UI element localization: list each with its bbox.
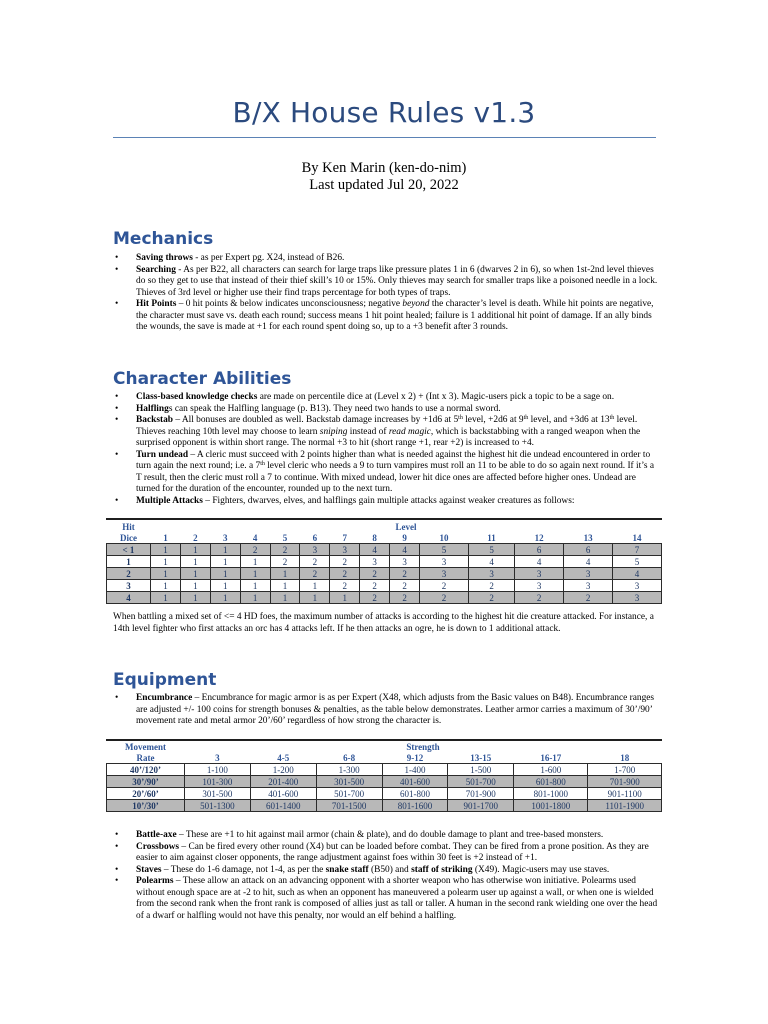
encumbrance-cell: 401-600 (382, 776, 448, 788)
list-item: • Class-based knowledge checks are made on percentile dice at (Level x 2) + (Int x 3). Magic-users pick a topic to be a sage on. (115, 392, 615, 402)
attacks-cell: 4 (564, 556, 613, 568)
attacks-cell: 1 (151, 568, 181, 580)
hit-dice-cell: 4 (107, 592, 151, 604)
hit-dice-cell: < 1 (107, 544, 151, 556)
level-header: 5 (282, 532, 288, 543)
encumbrance-cell: 501-1300 (185, 800, 251, 812)
encumbrance-cell: 901-1100 (588, 788, 662, 800)
attacks-cell: 4 (613, 568, 662, 580)
mechanics-list (113, 253, 658, 334)
attacks-cell: 2 (468, 592, 514, 604)
attacks-cell: 2 (330, 556, 360, 568)
attacks-cell: 2 (468, 580, 514, 592)
attacks-cell: 2 (330, 580, 360, 592)
attacks-cell: 3 (420, 568, 469, 580)
encumbrance-list (113, 693, 658, 728)
hit-dice-cell: 3 (107, 580, 151, 592)
level-header: 13 (583, 532, 593, 543)
attacks-cell: 4 (468, 556, 514, 568)
list-item: • Encumbrance – Encumbrance for magic armor is as per Expert (X48, which adjusts from the Basic values on B48). Encumbrance ranges are adjusted +/- 100 coins for strength bonuses & penalties, as the table below demonstrates. Leather armor carries a maximum of 30’/90’ movement rate and metal armor 20’/60’ regardless of how strong the character is. (115, 693, 655, 726)
mechanics-heading: Mechanics (113, 229, 214, 249)
attacks-cell: 2 (420, 592, 469, 604)
level-header: 9 (402, 532, 407, 543)
abilities-heading: Character Abilities (113, 369, 292, 389)
encumbrance-cell: 701-900 (448, 788, 514, 800)
encumbrance-cell: 501-700 (448, 776, 514, 788)
attacks-cell: 3 (564, 568, 613, 580)
encumbrance-cell: 1-600 (514, 764, 588, 776)
list-item: • Crossbows – Can be fired every other round (X4) but can be loaded before combat. They can be fired from a prone position. As they are easier to aim against closer opponents, the range adjustment against foes within 30 feet is +2 instead of +1. (115, 841, 649, 863)
attacks-cell: 6 (564, 544, 613, 556)
attacks-cell: 2 (360, 568, 390, 580)
movement-rate-cell: 20’/60’ (107, 788, 185, 800)
list-item: • Halflings can speak the Halfling language (p. B13). They need two hands to use a normal sword. (115, 403, 501, 414)
attacks-note: When battling a mixed set of <= 4 HD foes, the maximum number of attacks is according to the highest hit die creature attacked. For instance, a 14th level fighter who first attacks an orc has 4 attacks left. If he then attacks an ogre, he is down to 1 additional attack. (113, 612, 654, 634)
hit-dice-cell: 1 (107, 556, 151, 568)
table-row (107, 580, 662, 592)
strength-header: 6-8 (343, 752, 356, 763)
strength-header: 18 (620, 752, 630, 763)
movement-rate-cell: 10’/30’ (107, 800, 185, 812)
hit-dice-cell: 2 (107, 568, 151, 580)
corner-header-bottom: Dice (120, 532, 137, 543)
encumbrance-cell: 901-1700 (448, 800, 514, 812)
attacks-cell: 1 (210, 568, 240, 580)
attacks-cell: 2 (300, 556, 330, 568)
attacks-cell: 1 (270, 580, 300, 592)
attacks-cell: 4 (515, 556, 564, 568)
strength-header: 4-5 (277, 752, 290, 763)
attacks-cell: 2 (390, 580, 420, 592)
attacks-cell: 2 (390, 568, 420, 580)
attacks-cell: 2 (270, 544, 300, 556)
encumbrance-cell: 601-1400 (250, 800, 316, 812)
attacks-cell: 1 (151, 544, 181, 556)
attacks-cell: 1 (180, 592, 210, 604)
attacks-cell: 2 (360, 580, 390, 592)
corner-header-top: Movement (125, 741, 166, 752)
list-item: • Staves – These do 1-6 damage, not 1-4, as per the snake staff (B50) and staff of striking (X49). Magic-users may use staves. (115, 864, 610, 875)
updated-line: Last updated Jul 20, 2022 (309, 177, 459, 193)
list-item: • Polearms – These allow an attack on an advancing opponent with a shorter weapon who has otherwise won initiative. Polearms used without enough space are at -2 to hit, such as when an opponent has maneuvered a polearm user up against a wall, or when one is wielded from the second rank when the front rank is composed of allies just as tall or taller. A human in the second rank wielding one over the head of a dwarf or halfling would not have this penalty, nor would an elf behind a halfling. (115, 876, 658, 921)
encumbrance-cell: 601-800 (382, 788, 448, 800)
level-header: 12 (534, 532, 544, 543)
strength-header: 13-15 (470, 752, 492, 763)
movement-rate-cell: 30’/90’ (107, 776, 185, 788)
attacks-cell: 1 (210, 580, 240, 592)
level-header: 2 (193, 532, 198, 543)
attacks-cell: 3 (300, 544, 330, 556)
list-item: • Saving throws - as per Expert pg. X24, instead of B26. (115, 253, 345, 263)
attacks-cell: 1 (180, 580, 210, 592)
multiple-attacks-table (106, 521, 662, 604)
table-row (107, 788, 662, 800)
attacks-cell: 1 (151, 556, 181, 568)
attacks-cell: 1 (240, 592, 270, 604)
attacks-cell: 2 (270, 556, 300, 568)
encumbrance-cell: 801-1600 (382, 800, 448, 812)
table-row (107, 800, 662, 812)
attacks-cell: 1 (180, 556, 210, 568)
byline (0, 160, 768, 194)
attacks-cell: 3 (515, 568, 564, 580)
attacks-cell: 2 (300, 568, 330, 580)
attacks-cell: 3 (330, 544, 360, 556)
encumbrance-cell: 1-400 (382, 764, 448, 776)
attacks-cell: 1 (330, 592, 360, 604)
attacks-cell: 3 (564, 580, 613, 592)
level-header: 8 (372, 532, 377, 543)
attacks-cell: 1 (240, 580, 270, 592)
attacks-cell: 1 (300, 592, 330, 604)
attacks-cell: 4 (360, 544, 390, 556)
attacks-cell: 4 (390, 544, 420, 556)
attacks-cell: 1 (270, 592, 300, 604)
attacks-cell: 2 (360, 592, 390, 604)
attacks-cell: 2 (390, 592, 420, 604)
attacks-cell: 1 (180, 544, 210, 556)
list-item: • Multiple Attacks – Fighters, dwarves, elves, and halflings gain multiple attacks against weaker creatures as follows: (115, 495, 575, 506)
level-header: 1 (163, 532, 168, 543)
page-title: B/X House Rules v1.3 (232, 96, 536, 129)
level-header: 11 (487, 532, 496, 543)
level-header: 4 (252, 532, 258, 543)
attacks-cell: 1 (270, 568, 300, 580)
encumbrance-cell: 701-900 (588, 776, 662, 788)
attacks-cell: 1 (151, 592, 181, 604)
encumbrance-cell: 1-300 (316, 764, 382, 776)
table-row (107, 592, 662, 604)
attacks-cell: 5 (613, 556, 662, 568)
encumbrance-cell: 1-100 (185, 764, 251, 776)
attacks-cell: 1 (180, 568, 210, 580)
attacks-cell: 7 (613, 544, 662, 556)
encumbrance-cell: 601-800 (514, 776, 588, 788)
attacks-cell: 3 (390, 556, 420, 568)
level-header: 14 (632, 532, 642, 543)
attacks-cell: 1 (300, 580, 330, 592)
attacks-cell: 1 (210, 544, 240, 556)
list-item: • Battle-axe – These are +1 to hit against mail armor (chain & plate), and do double damage to plant and tree-based monsters. (115, 830, 604, 840)
title-underline (113, 137, 656, 138)
corner-header-top: Hit (122, 521, 135, 532)
attacks-cell: 3 (613, 580, 662, 592)
list-item: • Searching - As per B22, all characters can search for large traps like pressure plates 1 in 6 (dwarves 2 in 6), so when 1st-2nd level thieves do so they get to use that instead of their thief skill’s 10 or 15%. Only thieves may search for smaller traps like a poisoned needle in a lock. Thieves of 3rd level or higher use their find traps percentage for both types of traps. (115, 264, 658, 298)
strength-header: 16-17 (540, 752, 562, 763)
attacks-cell: 1 (240, 556, 270, 568)
attacks-cell: 3 (613, 592, 662, 604)
attacks-cell: 2 (240, 544, 270, 556)
attacks-cell: 1 (240, 568, 270, 580)
attacks-cell: 1 (151, 580, 181, 592)
attacks-cell: 3 (360, 556, 390, 568)
table-row (107, 544, 662, 556)
encumbrance-cell: 201-400 (250, 776, 316, 788)
attacks-cell: 1 (210, 592, 240, 604)
table-top-rule (106, 518, 662, 520)
attacks-cell: 2 (330, 568, 360, 580)
list-item: • Hit Points – 0 hit points & below indicates unconsciousness; negative beyond the character’s level is death. While hit points are negative, the character must save vs. death each round; success means 1 hit point healed; failure is 1 additional hit point of damage. If an ally binds the wounds, the save is made at +1 for each round spent doing so, up to a +3 benefit after 3 rounds. (115, 299, 654, 332)
level-header: 6 (312, 532, 318, 543)
encumbrance-table (106, 741, 662, 812)
attacks-cell: 2 (420, 580, 469, 592)
encumbrance-cell: 501-700 (316, 788, 382, 800)
encumbrance-cell: 701-1500 (316, 800, 382, 812)
level-header: 7 (342, 532, 348, 543)
attacks-cell: 6 (515, 544, 564, 556)
movement-rate-cell: 40’/120’ (107, 764, 185, 776)
attacks-cell: 2 (564, 592, 613, 604)
table-row (107, 568, 662, 580)
attacks-cell: 5 (420, 544, 469, 556)
encumbrance-cell: 1-200 (250, 764, 316, 776)
list-item: • Backstab – All bonuses are doubled as well. Backstab damage increases by +1d6 at 5th level, +2d6 at 9th level, and +3d6 at 13th level. Thieves reaching 10th level may choose to learn sniping instead of read magic, which is backstabbing with a ranged weapon when the surprised opponent is within short range. The normal +3 to hit (short range +1, rear +2) is increased to +4. (115, 415, 641, 448)
encumbrance-cell: 301-500 (185, 788, 251, 800)
attacks-cell: 1 (210, 556, 240, 568)
level-header: 3 (222, 532, 228, 543)
attacks-cell: 3 (420, 556, 469, 568)
author-line: By Ken Marin (ken-do-nim) (301, 160, 467, 176)
strength-group-header: Strength (406, 741, 440, 752)
table-row (107, 776, 662, 788)
encumbrance-cell: 101-300 (185, 776, 251, 788)
table-row (107, 556, 662, 568)
equipment-heading: Equipment (113, 670, 217, 690)
encumbrance-cell: 1-500 (448, 764, 514, 776)
strength-header: 9-12 (406, 752, 424, 763)
encumbrance-cell: 401-600 (250, 788, 316, 800)
level-header: 10 (439, 532, 449, 543)
encumbrance-cell: 1001-1800 (514, 800, 588, 812)
encumbrance-cell: 301-500 (316, 776, 382, 788)
encumbrance-cell: 1-700 (588, 764, 662, 776)
attacks-cell: 5 (468, 544, 514, 556)
strength-header: 3 (215, 752, 220, 763)
attacks-cell: 3 (515, 580, 564, 592)
level-group-header: Level (395, 521, 417, 532)
weapons-list (113, 830, 658, 922)
attacks-cell: 3 (468, 568, 514, 580)
abilities-list (113, 392, 658, 507)
encumbrance-cell: 1101-1900 (588, 800, 662, 812)
attacks-cell: 2 (515, 592, 564, 604)
encumbrance-cell: 801-1000 (514, 788, 588, 800)
table-row (107, 764, 662, 776)
list-item: • Turn undead – A cleric must succeed with 2 points higher than what is needed against the highest hit die undead encountered in order to turn again the next round; i.e. a 7th level cleric who needs a 9 to turn vampires must roll an 11 to be able to do so again next round. If it’s a T result, then the cleric must roll a 7 to continue. With mixed undead, lower hit dice ones are affected before higher ones. Undead are turned for the duration of the encounter, rounded up to the next turn. (115, 449, 654, 494)
corner-header-bottom: Rate (136, 752, 155, 763)
